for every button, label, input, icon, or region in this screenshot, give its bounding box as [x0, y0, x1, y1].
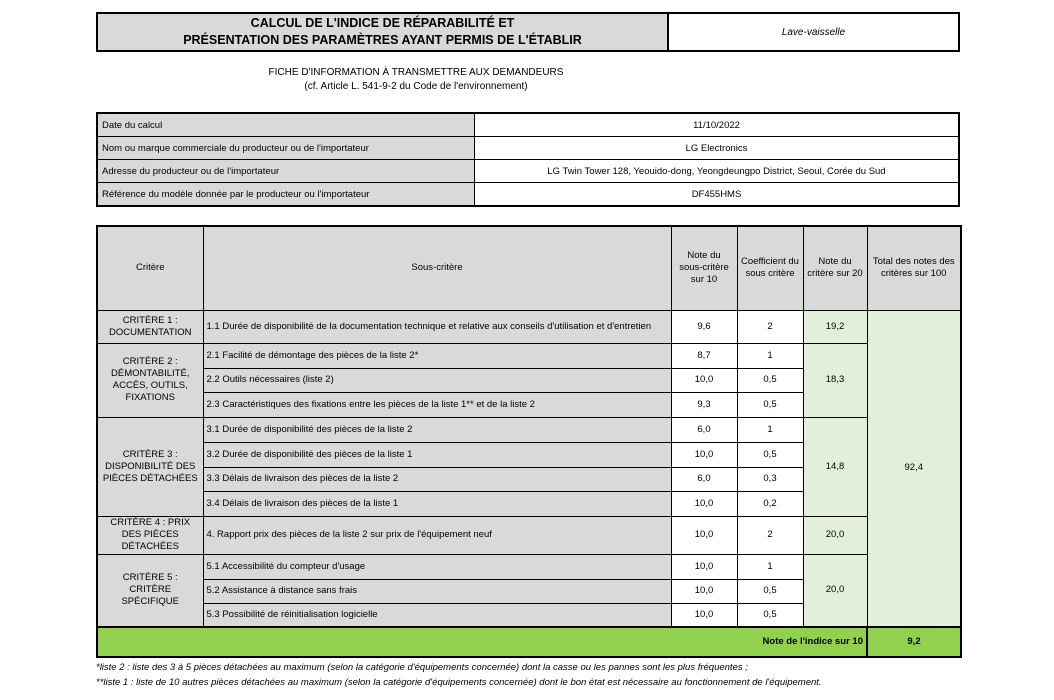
subcriterion-note: 10,0	[671, 442, 737, 467]
info-label: Adresse du producteur ou de l'importateur	[97, 160, 475, 183]
subcriterion-note: 10,0	[671, 554, 737, 579]
subcriterion-coef: 0,5	[737, 392, 803, 417]
criterion-score: 18,3	[803, 343, 867, 417]
subcriterion-coef: 0,2	[737, 491, 803, 516]
info-label: Référence du modèle donnée par le producteur ou l'importateur	[97, 183, 475, 207]
subcriterion-label: 3.2 Durée de disponibilité des pièces de la liste 1	[203, 442, 671, 467]
title-line-1: CALCUL DE L'INDICE DE RÉPARABILITÉ ET	[250, 16, 515, 30]
criterion-score: 14,8	[803, 417, 867, 516]
footnote-liste-2: *liste 2 : liste des 3 à 5 pièces détachées au maximum (selon la catégorie d'équipements concernée) dont la casse ou les pannes sont les plus fréquentes ;	[96, 662, 748, 673]
title-line-2: PRÉSENTATION DES PARAMÈTRES AYANT PERMIS DE L'ÉTABLIR	[183, 33, 582, 47]
document-title	[96, 12, 668, 52]
subcriterion-note: 6,0	[671, 467, 737, 491]
header-coefficient: Coefficient du sous critère	[737, 226, 803, 310]
subcriterion-label: 5.1 Accessibilité du compteur d'usage	[203, 554, 671, 579]
footnotes	[96, 660, 996, 690]
subcriterion-note: 6,0	[671, 417, 737, 442]
subcriterion-coef: 0,5	[737, 368, 803, 392]
header-note-sous-critere: Note du sous-critère sur 10	[671, 226, 737, 310]
fiche-heading	[96, 66, 736, 94]
subcriterion-coef: 0,5	[737, 579, 803, 603]
subcriterion-label: 2.2 Outils nécessaires (liste 2)	[203, 368, 671, 392]
subcriterion-coef: 0,5	[737, 442, 803, 467]
subcriterion-note: 10,0	[671, 603, 737, 627]
info-value: 11/10/2022	[475, 113, 960, 137]
subcriterion-coef: 2	[737, 516, 803, 554]
criterion-name: CRITÈRE 3 : DISPONIBILITÉ DES PIÈCES DÉTACHÉES	[97, 417, 203, 516]
subcriterion-label: 4. Rapport prix des pièces de la liste 2 sur prix de l'équipement neuf	[203, 516, 671, 554]
info-row-model	[97, 183, 959, 207]
subcriterion-label: 5.2 Assistance à distance sans frais	[203, 579, 671, 603]
criterion-name: CRITÈRE 2 : DÉMONTABILITÉ, ACCÈS, OUTILS, FIXATIONS	[97, 343, 203, 417]
subcriterion-label: 1.1 Durée de disponibilité de la documentation technique et relative aux conseils d'utilisation et d'entretien	[203, 310, 671, 343]
subcriterion-note: 10,0	[671, 368, 737, 392]
header-total: Total des notes des critères sur 100	[867, 226, 961, 310]
final-score-row	[97, 627, 961, 657]
total-score-100: 92,4	[867, 310, 961, 627]
fiche-line-2: (cf. Article L. 541-9-2 du Code de l'environnement)	[304, 81, 528, 92]
info-value: LG Twin Tower 128, Yeouido-dong, Yeongdeungpo District, Seoul, Corée du Sud	[475, 160, 960, 183]
table-row	[97, 516, 961, 554]
subcriterion-note: 10,0	[671, 491, 737, 516]
final-score-label: Note de l'indice sur 10	[97, 627, 867, 657]
subcriterion-coef: 1	[737, 343, 803, 368]
info-value: LG Electronics	[475, 137, 960, 160]
info-row-address	[97, 160, 959, 183]
header-critere: Critère	[97, 226, 203, 310]
fiche-line-1: FICHE D'INFORMATION À TRANSMETTRE AUX DEMANDEURS	[268, 67, 564, 78]
subcriterion-label: 5.3 Possibilité de réinitialisation logicielle	[203, 603, 671, 627]
criterion-name: CRITÈRE 5 : CRITÈRE SPÉCIFIQUE	[97, 554, 203, 627]
subcriterion-note: 8,7	[671, 343, 737, 368]
subcriterion-coef: 2	[737, 310, 803, 343]
subcriterion-label: 2.1 Facilité de démontage des pièces de la liste 2*	[203, 343, 671, 368]
subcriterion-coef: 0,3	[737, 467, 803, 491]
subcriterion-note: 10,0	[671, 579, 737, 603]
table-row	[97, 310, 961, 343]
subcriterion-label: 3.3 Délais de livraison des pièces de la liste 2	[203, 467, 671, 491]
info-label: Date du calcul	[97, 113, 475, 137]
criterion-score: 20,0	[803, 554, 867, 627]
header-sous-critere: Sous-critère	[203, 226, 671, 310]
appliance-type: Lave-vaisselle	[668, 12, 960, 52]
repairability-score-table	[96, 225, 962, 658]
table-header-row	[97, 226, 961, 310]
header-note-critere: Note du critère sur 20	[803, 226, 867, 310]
info-value: DF455HMS	[475, 183, 960, 207]
product-info-table	[96, 112, 960, 207]
criterion-name: CRITÈRE 4 : PRIX DES PIÈCES DÉTACHÉES	[97, 516, 203, 554]
subcriterion-label: 2.3 Caractéristiques des fixations entre les pièces de la liste 1** et de la liste 2	[203, 392, 671, 417]
final-score-value: 9,2	[867, 627, 961, 657]
footnote-liste-1: **liste 1 : liste de 10 autres pièces détachées au maximum (selon la catégorie d'équipements concernée) dont le bon état est nécessaire au fonctionnement de l'équipement.	[96, 677, 822, 688]
subcriterion-note: 10,0	[671, 516, 737, 554]
subcriterion-coef: 1	[737, 417, 803, 442]
subcriterion-coef: 1	[737, 554, 803, 579]
table-row	[97, 343, 961, 368]
criterion-name: CRITÈRE 1 : DOCUMENTATION	[97, 310, 203, 343]
subcriterion-coef: 0,5	[737, 603, 803, 627]
criterion-score: 20,0	[803, 516, 867, 554]
info-row-date	[97, 113, 959, 137]
info-row-brand	[97, 137, 959, 160]
subcriterion-note: 9,3	[671, 392, 737, 417]
subcriterion-label: 3.1 Durée de disponibilité des pièces de la liste 2	[203, 417, 671, 442]
table-row	[97, 417, 961, 442]
subcriterion-label: 3.4 Délais de livraison des pièces de la liste 1	[203, 491, 671, 516]
info-label: Nom ou marque commerciale du producteur ou de l'importateur	[97, 137, 475, 160]
criterion-score: 19,2	[803, 310, 867, 343]
table-row	[97, 554, 961, 579]
subcriterion-note: 9,6	[671, 310, 737, 343]
